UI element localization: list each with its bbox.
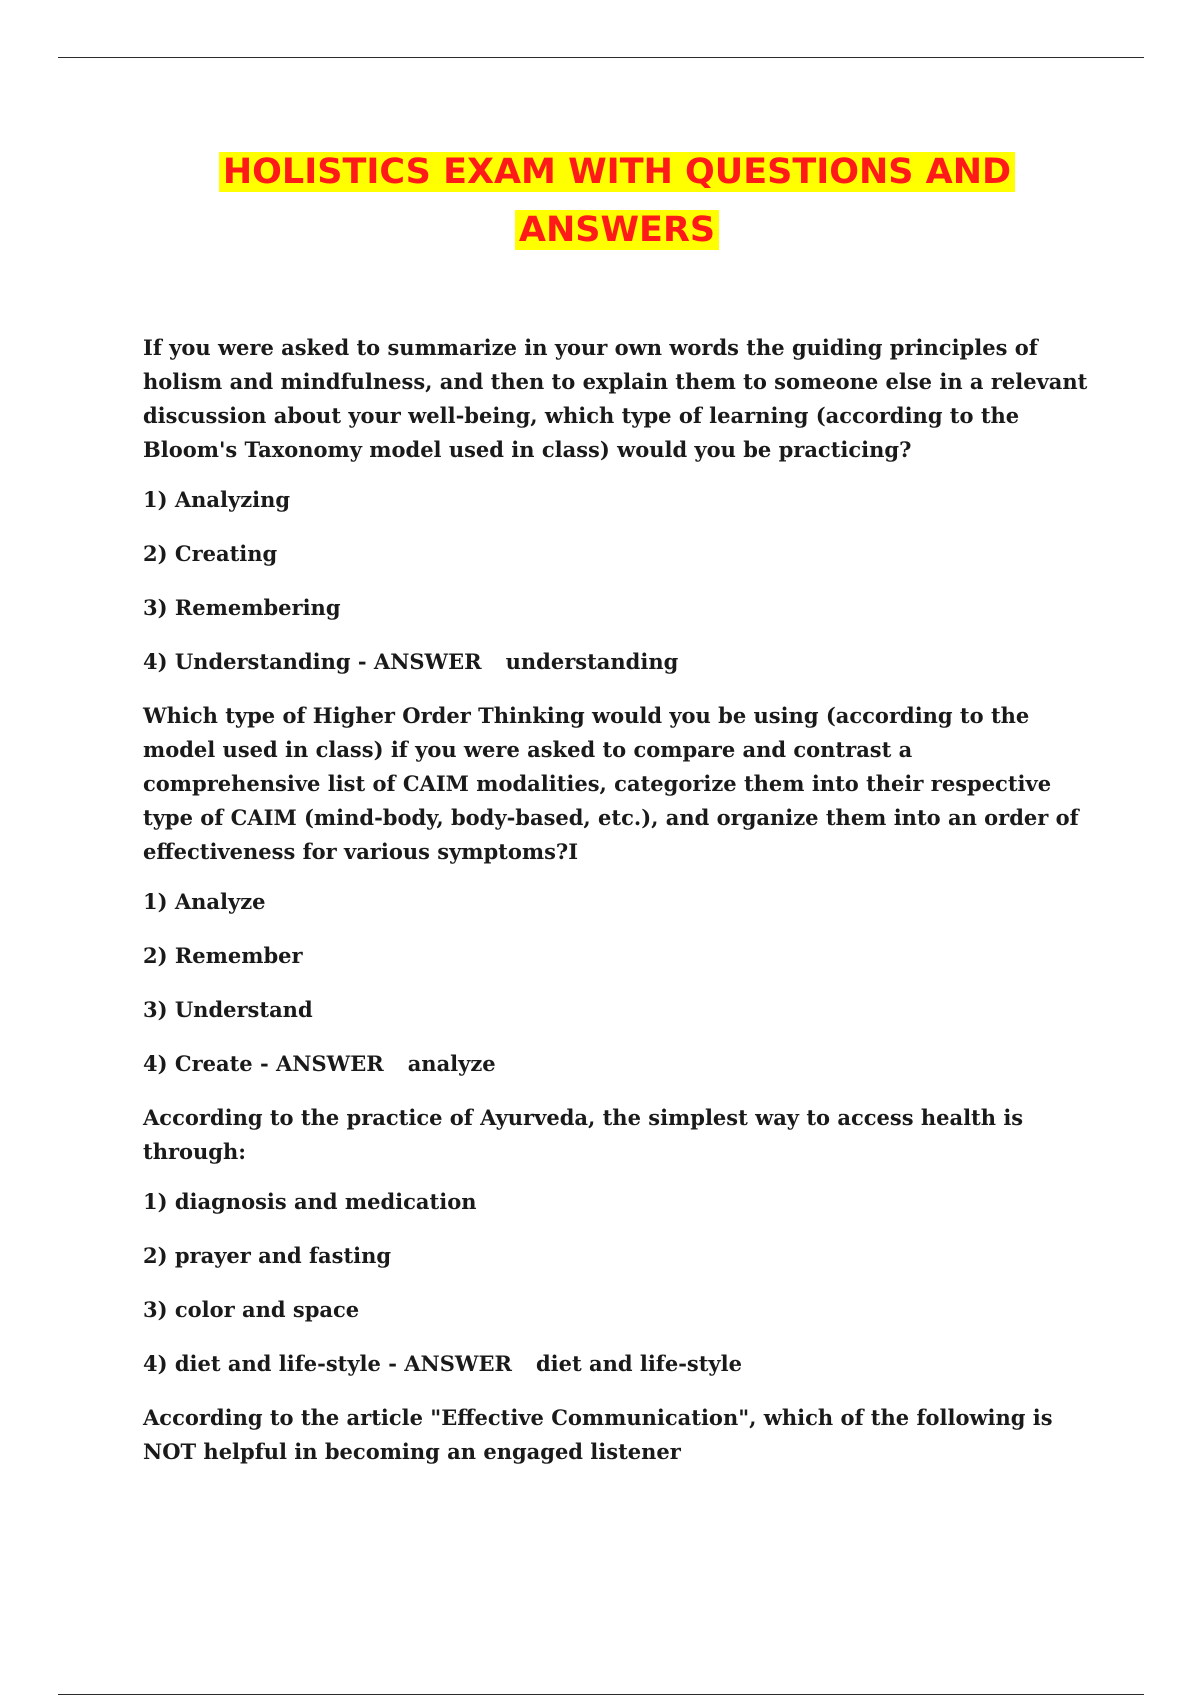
question-3-answer: diet and life-style bbox=[535, 1351, 742, 1376]
question-1-answer: understanding bbox=[505, 649, 679, 674]
question-2: Which type of Higher Order Thinking would you be using (according to the model used in class) if you were asked to compare and contrast a comprehensive list of CAIM modalities, categorize them into their respective type of CAIM (mind-body, body-based, etc.), and organize them into an order of effectiveness for various symptoms?I bbox=[143, 703, 1079, 864]
question-3-option-2: 2) prayer and fasting bbox=[143, 1243, 392, 1268]
question-2-option-1: 1) Analyze bbox=[143, 889, 266, 914]
question-3-option-3: 3) color and space bbox=[143, 1297, 360, 1322]
top-rule bbox=[58, 57, 1144, 58]
question-1: If you were asked to summarize in your own words the guiding principles of holism and mindfulness, and then to explain them to someone else in a relevant discussion about your well-being, which type of learning (according to the Bloom's Taxonomy model used in class) would you be practicing? bbox=[143, 335, 1088, 462]
question-3-option-4 bbox=[143, 1347, 1093, 1381]
bottom-rule bbox=[58, 1694, 1144, 1695]
question-3: According to the practice of Ayurveda, the simplest way to access health is through: bbox=[143, 1105, 1024, 1164]
title-line-1: HOLISTICS EXAM WITH QUESTIONS AND bbox=[219, 152, 1015, 192]
question-1-option-4-label: 4) Understanding - ANSWER bbox=[143, 649, 482, 674]
question-2-option-4-label: 4) Create - ANSWER bbox=[143, 1051, 384, 1076]
question-1-option-1: 1) Analyzing bbox=[143, 487, 291, 512]
question-2-answer: analyze bbox=[407, 1051, 496, 1076]
question-1-option-2: 2) Creating bbox=[143, 541, 278, 566]
document-title bbox=[0, 143, 1200, 259]
question-2-option-4 bbox=[143, 1047, 1093, 1081]
question-3-option-4-label: 4) diet and life-style - ANSWER bbox=[143, 1351, 512, 1376]
question-2-option-3: 3) Understand bbox=[143, 997, 313, 1022]
document-body bbox=[143, 331, 1093, 1485]
title-line-2: ANSWERS bbox=[515, 210, 719, 250]
question-4: According to the article "Effective Communication", which of the following is NOT helpful in becoming an engaged listener bbox=[143, 1405, 1053, 1464]
question-1-option-4 bbox=[143, 645, 1093, 679]
question-3-option-1: 1) diagnosis and medication bbox=[143, 1189, 477, 1214]
question-2-option-2: 2) Remember bbox=[143, 943, 303, 968]
question-1-option-3: 3) Remembering bbox=[143, 595, 341, 620]
